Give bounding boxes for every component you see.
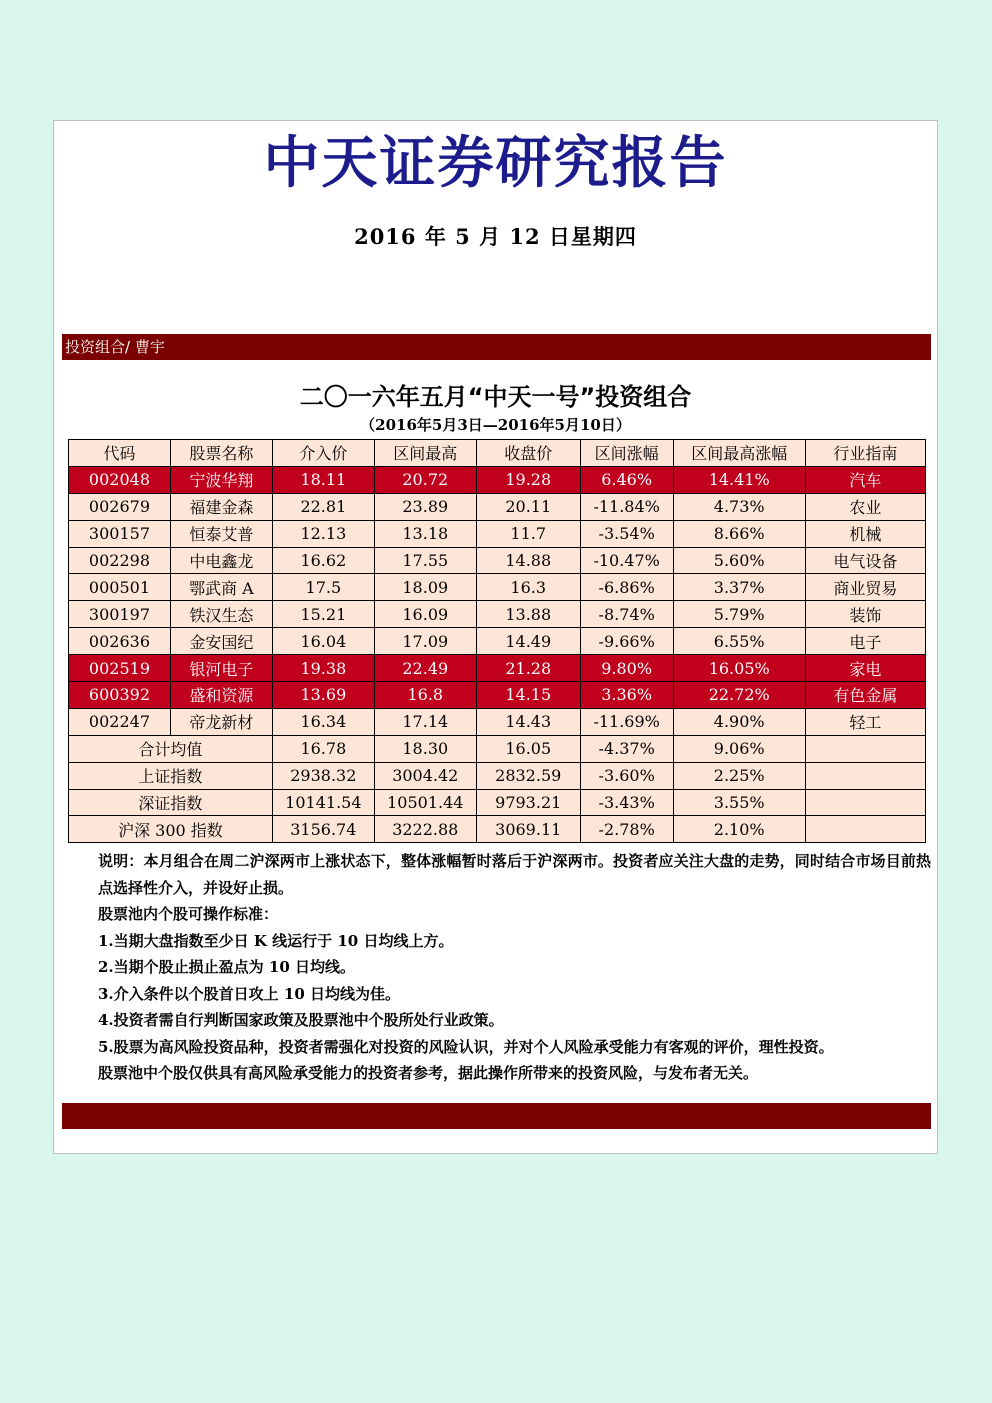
cell-max-change: 3.37% xyxy=(673,574,805,601)
cell-entry: 19.38 xyxy=(272,655,374,682)
criteria-item: 3.介入条件以个股首日攻上 10 日均线为佳。 xyxy=(98,984,400,1003)
cell-entry: 2938.32 xyxy=(272,762,374,789)
cell-change: -6.86% xyxy=(580,574,673,601)
cell-change: 9.80% xyxy=(580,655,673,682)
cell-close: 9793.21 xyxy=(476,789,580,816)
cell-max-change: 2.25% xyxy=(673,762,805,789)
cell-industry: 电子 xyxy=(805,628,925,655)
report-page xyxy=(53,120,938,1154)
cell-high: 13.18 xyxy=(374,520,476,547)
cell-entry: 18.11 xyxy=(272,466,374,493)
cell-high: 16.09 xyxy=(374,601,476,628)
header-close: 收盘价 xyxy=(476,440,580,467)
cell-industry: 轻工 xyxy=(805,708,925,735)
cell-change: -4.37% xyxy=(580,735,673,762)
header-code: 代码 xyxy=(69,440,171,467)
cell-max-change: 9.06% xyxy=(673,735,805,762)
cell-high: 17.14 xyxy=(374,708,476,735)
cell-industry: 农业 xyxy=(805,493,925,520)
cell-close: 14.15 xyxy=(476,682,580,709)
cell-max-change: 22.72% xyxy=(673,682,805,709)
header-change: 区间涨幅 xyxy=(580,440,673,467)
table-row xyxy=(69,708,926,735)
cell-high: 3004.42 xyxy=(374,762,476,789)
cell-name: 鄂武商 A xyxy=(170,574,272,601)
summary-label: 上证指数 xyxy=(69,762,273,789)
cell-entry: 17.5 xyxy=(272,574,374,601)
cell-high: 17.55 xyxy=(374,547,476,574)
cell-max-change: 8.66% xyxy=(673,520,805,547)
cell-name: 金安国纪 xyxy=(170,628,272,655)
cell-empty xyxy=(805,816,925,843)
cell-entry: 13.69 xyxy=(272,682,374,709)
cell-change: -3.54% xyxy=(580,520,673,547)
cell-industry: 家电 xyxy=(805,655,925,682)
cell-entry: 16.62 xyxy=(272,547,374,574)
cell-close: 3069.11 xyxy=(476,816,580,843)
header-entry: 介入价 xyxy=(272,440,374,467)
cell-high: 10501.44 xyxy=(374,789,476,816)
cell-close: 20.11 xyxy=(476,493,580,520)
cell-high: 3222.88 xyxy=(374,816,476,843)
portfolio-title: 二〇一六年五月“中天一号”投资组合 xyxy=(299,383,692,411)
cell-industry: 有色金属 xyxy=(805,682,925,709)
table-row xyxy=(69,628,926,655)
cell-close: 11.7 xyxy=(476,520,580,547)
cell-code: 000501 xyxy=(69,574,171,601)
cell-entry: 16.78 xyxy=(272,735,374,762)
table-row xyxy=(69,682,926,709)
cell-name: 中电鑫龙 xyxy=(170,547,272,574)
cell-code: 002298 xyxy=(69,547,171,574)
cell-industry: 机械 xyxy=(805,520,925,547)
cell-max-change: 16.05% xyxy=(673,655,805,682)
cell-name: 宁波华翔 xyxy=(170,466,272,493)
cell-industry: 电气设备 xyxy=(805,547,925,574)
cell-code: 002247 xyxy=(69,708,171,735)
table-row xyxy=(69,655,926,682)
cell-max-change: 14.41% xyxy=(673,466,805,493)
criteria-item: 1.当期大盘指数至少日 K 线运行于 10 日均线上方。 xyxy=(98,931,454,950)
notes-section xyxy=(62,848,931,1087)
cell-empty xyxy=(805,762,925,789)
cell-close: 13.88 xyxy=(476,601,580,628)
criteria-item: 4.投资者需自行判断国家政策及股票池中个股所处行业政策。 xyxy=(98,1011,504,1029)
cell-code: 002048 xyxy=(69,466,171,493)
cell-industry: 汽车 xyxy=(805,466,925,493)
cell-max-change: 5.60% xyxy=(673,547,805,574)
cell-max-change: 2.10% xyxy=(673,816,805,843)
cell-max-change: 4.73% xyxy=(673,493,805,520)
table-row xyxy=(69,547,926,574)
cell-high: 22.49 xyxy=(374,655,476,682)
cell-high: 16.8 xyxy=(374,682,476,709)
footer-bar xyxy=(62,1103,931,1129)
summary-row xyxy=(69,735,926,762)
cell-close: 14.49 xyxy=(476,628,580,655)
summary-label: 深证指数 xyxy=(69,789,273,816)
cell-high: 18.09 xyxy=(374,574,476,601)
cell-change: -3.60% xyxy=(580,762,673,789)
cell-close: 2832.59 xyxy=(476,762,580,789)
cell-entry: 10141.54 xyxy=(272,789,374,816)
cell-empty xyxy=(805,735,925,762)
cell-industry: 装饰 xyxy=(805,601,925,628)
cell-code: 300197 xyxy=(69,601,171,628)
cell-close: 16.05 xyxy=(476,735,580,762)
table-row xyxy=(69,493,926,520)
cell-name: 帝龙新材 xyxy=(170,708,272,735)
portfolio-table xyxy=(68,439,926,843)
cell-name: 盛和资源 xyxy=(170,682,272,709)
cell-max-change: 4.90% xyxy=(673,708,805,735)
cell-max-change: 3.55% xyxy=(673,789,805,816)
cell-change: -11.69% xyxy=(580,708,673,735)
cell-max-change: 5.79% xyxy=(673,601,805,628)
cell-entry: 15.21 xyxy=(272,601,374,628)
cell-close: 21.28 xyxy=(476,655,580,682)
cell-change: -2.78% xyxy=(580,816,673,843)
cell-name: 福建金森 xyxy=(170,493,272,520)
criteria-item: 2.当期个股止损止盈点为 10 日均线。 xyxy=(98,958,355,976)
summary-label: 沪深 300 指数 xyxy=(69,816,273,843)
table-row xyxy=(69,466,926,493)
cell-change: -10.47% xyxy=(580,547,673,574)
cell-high: 18.30 xyxy=(374,735,476,762)
section-label: 投资组合/ 曹宇 xyxy=(65,338,165,356)
cell-close: 16.3 xyxy=(476,574,580,601)
cell-entry: 12.13 xyxy=(272,520,374,547)
table-row xyxy=(69,520,926,547)
cell-high: 20.72 xyxy=(374,466,476,493)
table-row xyxy=(69,574,926,601)
cell-change: -3.43% xyxy=(580,789,673,816)
cell-high: 23.89 xyxy=(374,493,476,520)
cell-entry: 3156.74 xyxy=(272,816,374,843)
cell-empty xyxy=(805,789,925,816)
cell-code: 600392 xyxy=(69,682,171,709)
summary-row xyxy=(69,762,926,789)
cell-name: 恒泰艾普 xyxy=(170,520,272,547)
section-bar xyxy=(62,334,931,360)
cell-close: 14.43 xyxy=(476,708,580,735)
cell-change: -8.74% xyxy=(580,601,673,628)
cell-max-change: 6.55% xyxy=(673,628,805,655)
disclaimer: 股票池中个股仅供具有高风险承受能力的投资者参考，据此操作所带来的投资风险，与发布者无关。 xyxy=(98,1064,759,1082)
criteria-title: 股票池内个股可操作标准： xyxy=(98,905,279,923)
cell-name: 铁汉生态 xyxy=(170,601,272,628)
cell-entry: 16.04 xyxy=(272,628,374,655)
cell-close: 19.28 xyxy=(476,466,580,493)
cell-change: 3.36% xyxy=(580,682,673,709)
header-high: 区间最高 xyxy=(374,440,476,467)
cell-change: -9.66% xyxy=(580,628,673,655)
cell-entry: 16.34 xyxy=(272,708,374,735)
cell-code: 300157 xyxy=(69,520,171,547)
cell-code: 002519 xyxy=(69,655,171,682)
table-row xyxy=(69,601,926,628)
header-industry: 行业指南 xyxy=(805,440,925,467)
cell-close: 14.88 xyxy=(476,547,580,574)
criteria-item: 5.股票为高风险投资品种，投资者需强化对投资的风险认识，并对个人风险承受能力有客观的评价，理性投资。 xyxy=(98,1037,834,1056)
cell-high: 17.09 xyxy=(374,628,476,655)
header-name: 股票名称 xyxy=(170,440,272,467)
cell-industry: 商业贸易 xyxy=(805,574,925,601)
header-max-change: 区间最高涨幅 xyxy=(673,440,805,467)
cell-code: 002636 xyxy=(69,628,171,655)
summary-label: 合计均值 xyxy=(69,735,273,762)
cell-change: -11.84% xyxy=(580,493,673,520)
notes-explanation: 说明：本月组合在周二沪深两市上涨状态下，整体涨幅暂时落后于沪深两市。投资者应关注大盘的走势，同时结合市场目前热点选择性介入，并设好止损。 xyxy=(98,852,931,897)
table-header-row xyxy=(69,440,926,467)
report-date: 2016 年 5 月 12 日星期四 xyxy=(354,224,637,249)
portfolio-period: （2016年5月3日—2016年5月10日） xyxy=(360,416,631,434)
cell-entry: 22.81 xyxy=(272,493,374,520)
cell-name: 银河电子 xyxy=(170,655,272,682)
cell-code: 002679 xyxy=(69,493,171,520)
cell-change: 6.46% xyxy=(580,466,673,493)
report-title: 中天证券研究报告 xyxy=(263,131,728,196)
summary-row xyxy=(69,816,926,843)
summary-row xyxy=(69,789,926,816)
